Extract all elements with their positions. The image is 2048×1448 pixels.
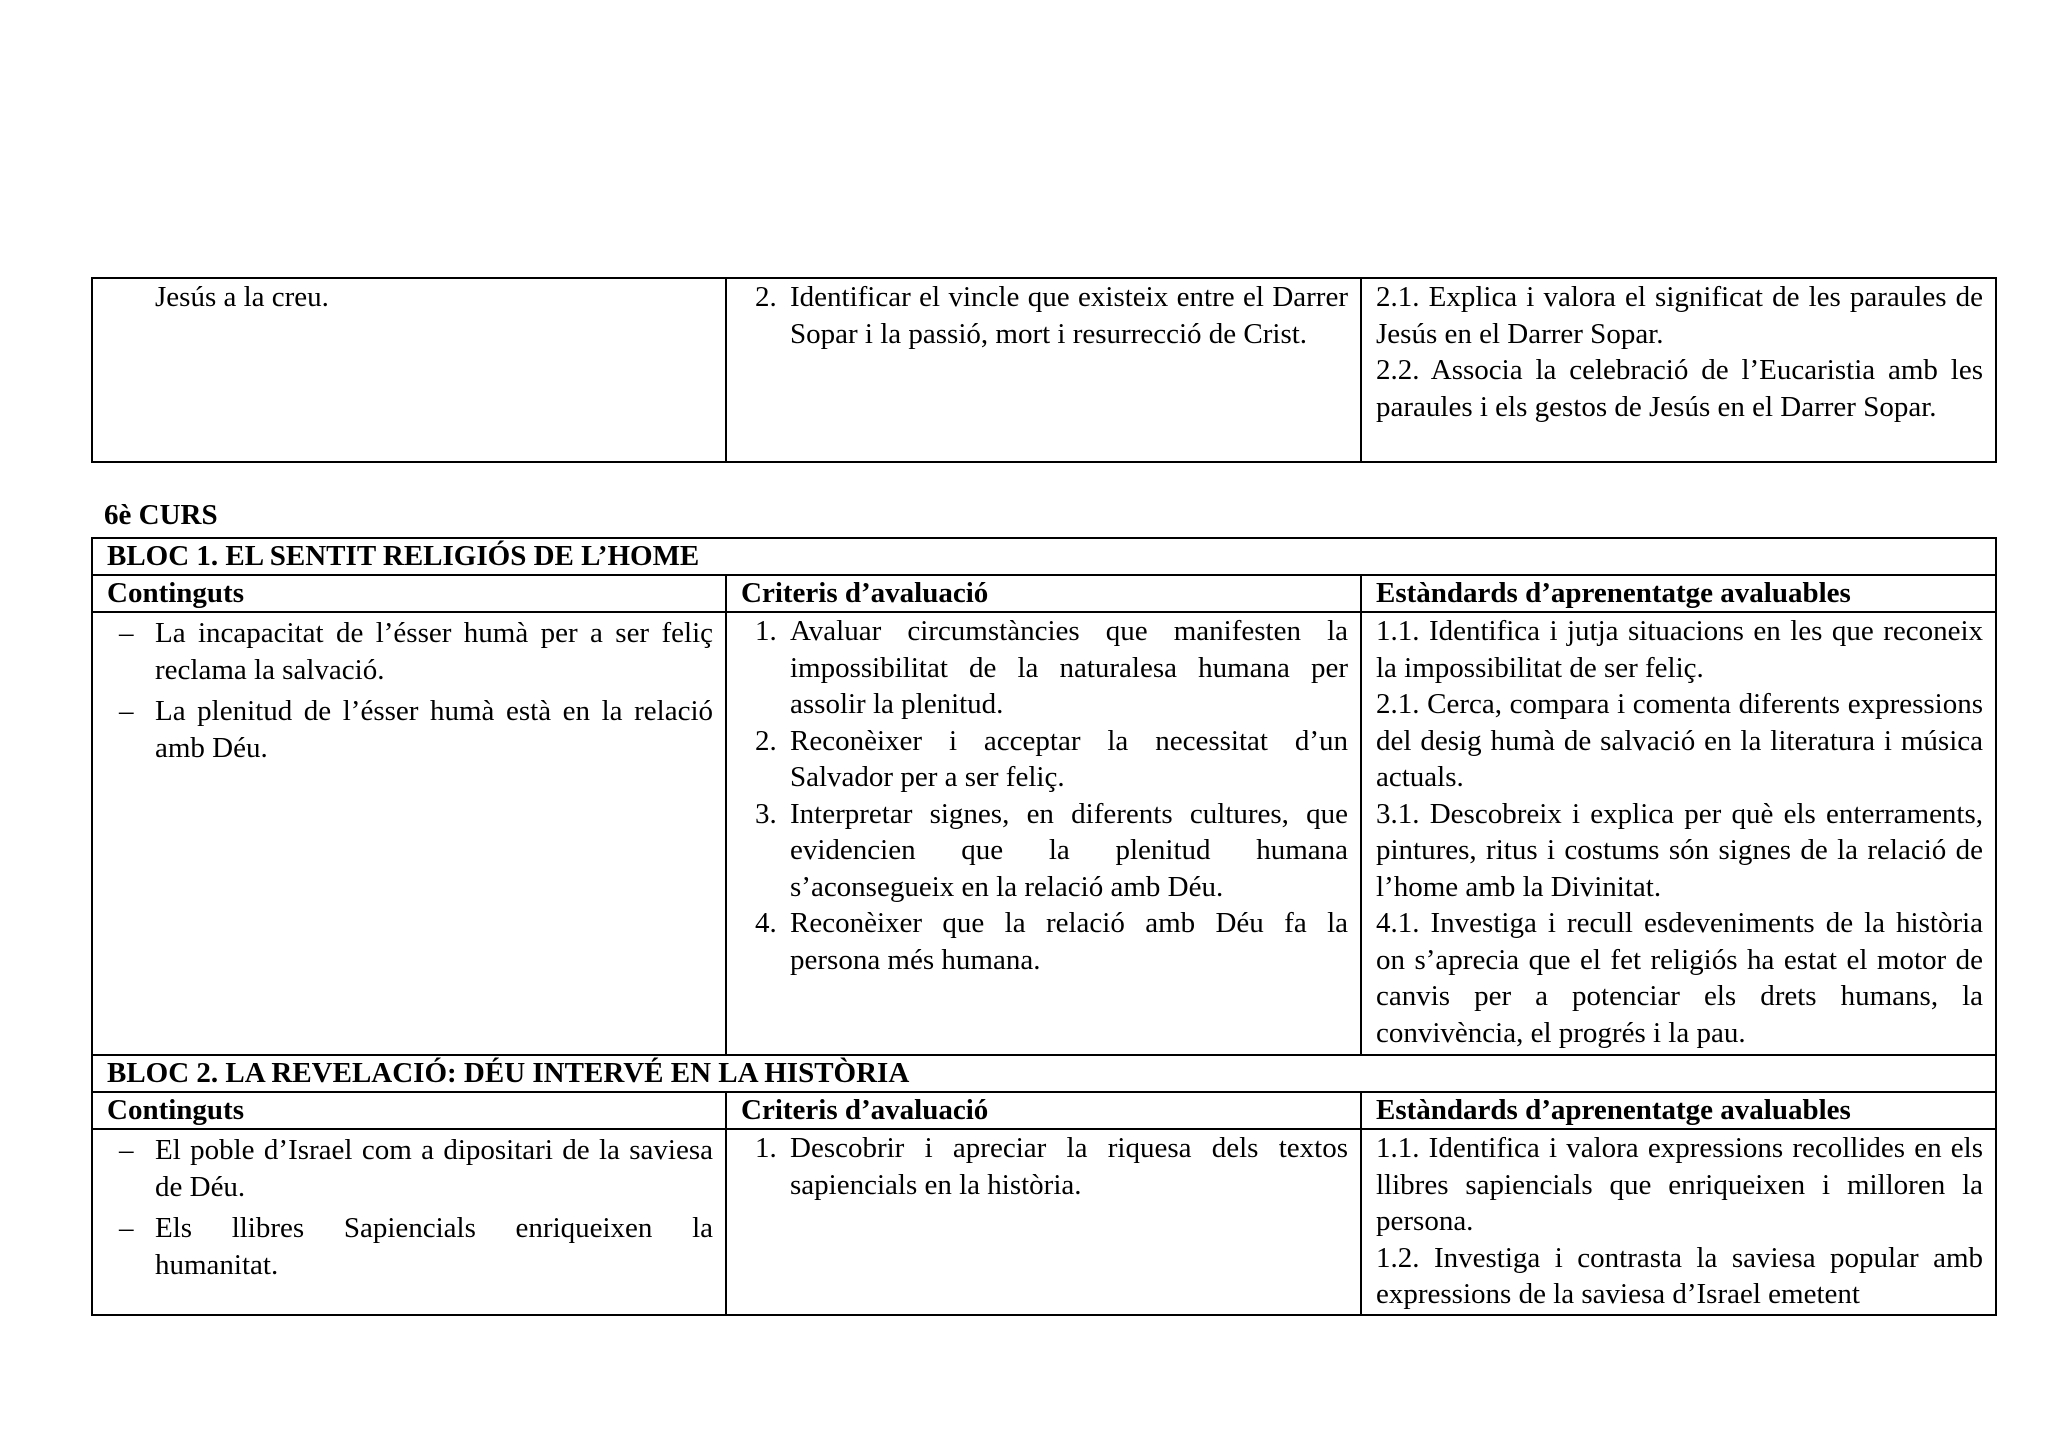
contents-cell	[92, 612, 726, 1055]
header-standards: Estàndards d’aprenentatge avaluables	[1361, 575, 1996, 612]
standards-cell	[1361, 612, 1996, 1055]
header-contents: Continguts	[92, 575, 726, 612]
table-row	[92, 278, 1996, 462]
criterion-item: 1. Descobrir i apreciar la riquesa dels textos sapiencials en la història.	[755, 1132, 1348, 1201]
table-row	[92, 1129, 1996, 1315]
criteria-cell	[726, 612, 1361, 1055]
content-item: – La incapacitat de l’ésser humà per a ser feliç reclama la salvació.	[107, 615, 713, 688]
bloc-title-row	[92, 1055, 1996, 1092]
criterion-item: 1. Avaluar circumstàncies que manifesten la impossibilitat de la naturalesa humana per assolir la plenitud.	[755, 615, 1348, 720]
criterion-item: 4. Reconèixer que la relació amb Déu fa la persona més humana.	[755, 907, 1348, 976]
contents-cell	[92, 278, 726, 462]
content-item: Jesús a la creu.	[155, 281, 329, 313]
continuation-table	[91, 277, 1997, 463]
content-item: – El poble d’Israel com a dipositari de la saviesa de Déu.	[107, 1132, 713, 1205]
standard-item: 3.1. Descobreix i explica per què els enterraments, pintures, ritus i costums són signes de la relació de l’home amb la Divinitat.	[1376, 797, 1984, 903]
standard-item: 2.1. Cerca, compara i comenta diferents expressions del desig humà de salvació en la literatura i música actuals.	[1376, 688, 1984, 793]
standard-item: 1.1. Identifica i jutja situacions en les que reconeix la impossibilitat de ser feliç.	[1376, 615, 1984, 684]
standard-item: 2.2. Associa la celebració de l’Eucaristia amb les paraules i els gestos de Jesús en el Darrer Sopar.	[1376, 354, 1983, 423]
table-row	[92, 612, 1996, 1055]
standard-item: 1.2. Investiga i contrasta la saviesa popular amb expressions de la saviesa d’Israel emetent	[1376, 1241, 1984, 1310]
criterion-item: 2. Reconèixer i acceptar la necessitat d’un Salvador per a ser feliç.	[755, 724, 1348, 793]
content-item: – Els llibres Sapiencials enriqueixen la humanitat.	[107, 1210, 713, 1283]
contents-cell	[92, 1129, 726, 1315]
criterion-item: 2. Identificar el vincle que existeix entre el Darrer Sopar i la passió, mort i resurrecció de Crist.	[755, 281, 1348, 350]
header-contents: Continguts	[92, 1092, 726, 1129]
criteria-cell	[726, 278, 1361, 462]
curriculum-table	[91, 537, 1997, 1316]
standards-cell	[1361, 278, 1996, 462]
standard-item: 1.1. Identifica i valora expressions recollides en els llibres sapiencials que enriqueixen i milloren la persona.	[1376, 1132, 1984, 1237]
bloc-title: BLOC 2. LA REVELACIÓ: DÉU INTERVÉ EN LA HISTÒRIA	[92, 1055, 1996, 1092]
header-standards: Estàndards d’aprenentatge avaluables	[1361, 1092, 1996, 1129]
header-row	[92, 1092, 1996, 1129]
criteria-cell	[726, 1129, 1361, 1315]
header-row	[92, 575, 1996, 612]
course-heading: 6è CURS	[104, 499, 218, 531]
standard-item: 4.1. Investiga i recull esdeveniments de la història on s’aprecia que el fet religiós ha estat el motor de canvis per a potenciar els drets humans, la convivència, el progrés i la pau.	[1376, 907, 1984, 1049]
header-criteria: Criteris d’avaluació	[726, 1092, 1361, 1129]
bloc-title-row	[92, 538, 1996, 575]
content-item: – La plenitud de l’ésser humà està en la relació amb Déu.	[107, 693, 713, 766]
header-criteria: Criteris d’avaluació	[726, 575, 1361, 612]
standard-item: 2.1. Explica i valora el significat de les paraules de Jesús en el Darrer Sopar.	[1376, 281, 1983, 350]
standards-cell	[1361, 1129, 1996, 1315]
criterion-item: 3. Interpretar signes, en diferents cultures, que evidencien que la plenitud humana s’aconsegueix en la relació amb Déu.	[755, 797, 1348, 903]
bloc-title: BLOC 1. EL SENTIT RELIGIÓS DE L’HOME	[92, 538, 1996, 575]
